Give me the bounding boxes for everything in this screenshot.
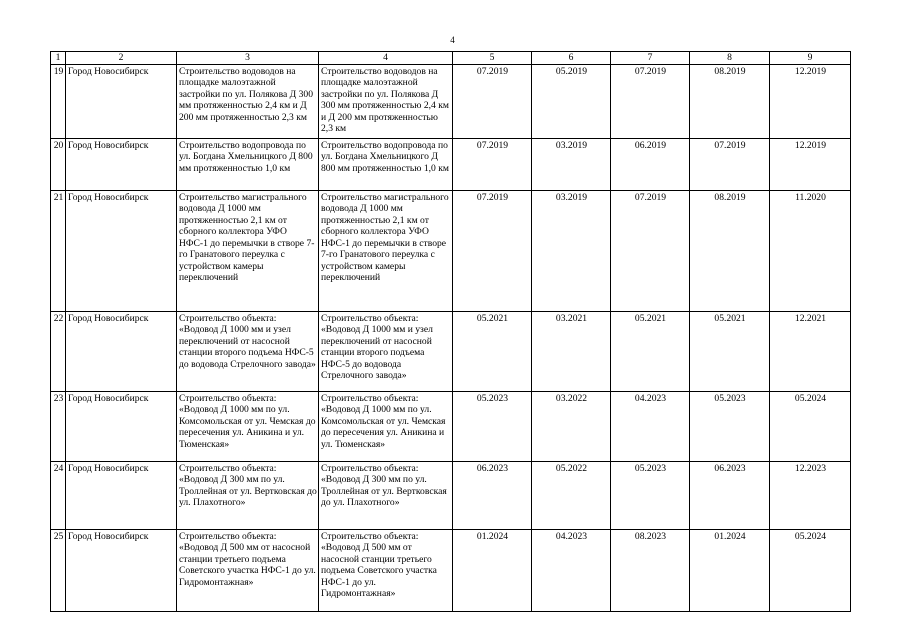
table-row bbox=[51, 311, 851, 391]
column-header: 3 bbox=[177, 52, 319, 65]
column-header: 2 bbox=[66, 52, 177, 65]
date-cell: 07.2019 bbox=[611, 190, 690, 311]
column-header: 1 bbox=[51, 52, 66, 65]
construction-schedule-table bbox=[50, 51, 851, 612]
object-name-cell: Строительство объекта: «Водовод Д 500 мм от насосной станции третьего подъема Советского участка НФС-1 до ул. Гидромонтажная» bbox=[319, 529, 453, 611]
column-header: 9 bbox=[770, 52, 851, 65]
date-cell: 05.2022 bbox=[532, 461, 611, 529]
date-cell: 12.2023 bbox=[770, 461, 851, 529]
city-cell: Город Новосибирск bbox=[66, 190, 177, 311]
date-cell: 06.2023 bbox=[690, 461, 770, 529]
date-cell: 01.2024 bbox=[453, 529, 532, 611]
object-name-cell: Строительство объекта: «Водовод Д 1000 мм и узел переключений от насосной станции второго подъема НФС-5 до водовода Стрелочного завода» bbox=[177, 311, 319, 391]
row-number: 20 bbox=[51, 138, 66, 190]
object-name-cell: Строительство объекта: «Водовод Д 500 мм от насосной станции третьего подъема Советского участка НФС-1 до ул. Гидромонтажная» bbox=[177, 529, 319, 611]
city-cell: Город Новосибирск bbox=[66, 64, 177, 138]
object-name-cell: Строительство водоводов на площадке малоэтажной застройки по ул. Полякова Д 300 мм протяженностью 2,4 км и Д 200 мм протяженностью 2,3 км bbox=[177, 64, 319, 138]
object-name-cell: Строительство водопровода по ул. Богдана Хмельницкого Д 800 мм протяженностью 1,0 км bbox=[177, 138, 319, 190]
date-cell: 03.2019 bbox=[532, 190, 611, 311]
date-cell: 05.2023 bbox=[611, 461, 690, 529]
date-cell: 07.2019 bbox=[453, 138, 532, 190]
date-cell: 03.2021 bbox=[532, 311, 611, 391]
page-number: 4 bbox=[450, 35, 455, 45]
date-cell: 05.2024 bbox=[770, 391, 851, 461]
row-number: 23 bbox=[51, 391, 66, 461]
object-name-cell: Строительство объекта: «Водовод Д 1000 мм и узел переключений от насосной станции второго подъема НФС-5 до водовода Стрелочного завода» bbox=[319, 311, 453, 391]
date-cell: 05.2021 bbox=[453, 311, 532, 391]
table-row bbox=[51, 461, 851, 529]
city-cell: Город Новосибирск bbox=[66, 391, 177, 461]
row-number: 19 bbox=[51, 64, 66, 138]
row-number: 24 bbox=[51, 461, 66, 529]
object-name-cell: Строительство объекта: «Водовод Д 1000 мм по ул. Комсомольская от ул. Чемская до пересечения ул. Аникина и ул. Тюменская» bbox=[319, 391, 453, 461]
date-cell: 08.2019 bbox=[690, 190, 770, 311]
city-cell: Город Новосибирск bbox=[66, 311, 177, 391]
date-cell: 05.2023 bbox=[453, 391, 532, 461]
city-cell: Город Новосибирск bbox=[66, 138, 177, 190]
row-number: 21 bbox=[51, 190, 66, 311]
date-cell: 06.2023 bbox=[453, 461, 532, 529]
date-cell: 05.2023 bbox=[690, 391, 770, 461]
column-header: 8 bbox=[690, 52, 770, 65]
date-cell: 06.2019 bbox=[611, 138, 690, 190]
date-cell: 07.2019 bbox=[611, 64, 690, 138]
city-cell: Город Новосибирск bbox=[66, 529, 177, 611]
date-cell: 04.2023 bbox=[532, 529, 611, 611]
table-row bbox=[51, 138, 851, 190]
object-name-cell: Строительство объекта: «Водовод Д 1000 мм по ул. Комсомольская от ул. Чемская до пересечения ул. Аникина и ул. Тюменская» bbox=[177, 391, 319, 461]
date-cell: 12.2019 bbox=[770, 64, 851, 138]
object-name-cell: Строительство объекта: «Водовод Д 300 мм по ул. Троллейная от ул. Вертковская до ул. Плахотного» bbox=[177, 461, 319, 529]
table-row bbox=[51, 391, 851, 461]
date-cell: 07.2019 bbox=[690, 138, 770, 190]
column-header: 4 bbox=[319, 52, 453, 65]
object-name-cell: Строительство водоводов на площадке малоэтажной застройки по ул. Полякова Д 300 мм протяженностью 2,4 км и Д 200 мм протяженностью 2,3 км bbox=[319, 64, 453, 138]
table-header-row bbox=[51, 52, 851, 65]
date-cell: 08.2023 bbox=[611, 529, 690, 611]
date-cell: 05.2024 bbox=[770, 529, 851, 611]
date-cell: 07.2019 bbox=[453, 190, 532, 311]
date-cell: 12.2019 bbox=[770, 138, 851, 190]
date-cell: 05.2021 bbox=[690, 311, 770, 391]
date-cell: 03.2022 bbox=[532, 391, 611, 461]
column-header: 5 bbox=[453, 52, 532, 65]
date-cell: 03.2019 bbox=[532, 138, 611, 190]
row-number: 25 bbox=[51, 529, 66, 611]
city-cell: Город Новосибирск bbox=[66, 461, 177, 529]
date-cell: 12.2021 bbox=[770, 311, 851, 391]
table-row bbox=[51, 190, 851, 311]
table-row bbox=[51, 529, 851, 611]
date-cell: 01.2024 bbox=[690, 529, 770, 611]
column-header: 6 bbox=[532, 52, 611, 65]
table-row bbox=[51, 64, 851, 138]
date-cell: 04.2023 bbox=[611, 391, 690, 461]
date-cell: 05.2019 bbox=[532, 64, 611, 138]
row-number: 22 bbox=[51, 311, 66, 391]
date-cell: 08.2019 bbox=[690, 64, 770, 138]
object-name-cell: Строительство магистрального водовода Д 1000 мм протяженностью 2,1 км от сборного коллектора УФО НФС-1 до перемычки в створе 7-го Гранатового переулка с устройством камеры переключений bbox=[319, 190, 453, 311]
object-name-cell: Строительство магистрального водовода Д 1000 мм протяженностью 2,1 км от сборного коллектора УФО НФС-1 до перемычки в створе 7-го Гранатового переулка с устройством камеры переключений bbox=[177, 190, 319, 311]
object-name-cell: Строительство объекта: «Водовод Д 300 мм по ул. Троллейная от ул. Вертковская до ул. Плахотного» bbox=[319, 461, 453, 529]
date-cell: 07.2019 bbox=[453, 64, 532, 138]
date-cell: 05.2021 bbox=[611, 311, 690, 391]
date-cell: 11.2020 bbox=[770, 190, 851, 311]
object-name-cell: Строительство водопровода по ул. Богдана Хмельницкого Д 800 мм протяженностью 1,0 км bbox=[319, 138, 453, 190]
column-header: 7 bbox=[611, 52, 690, 65]
